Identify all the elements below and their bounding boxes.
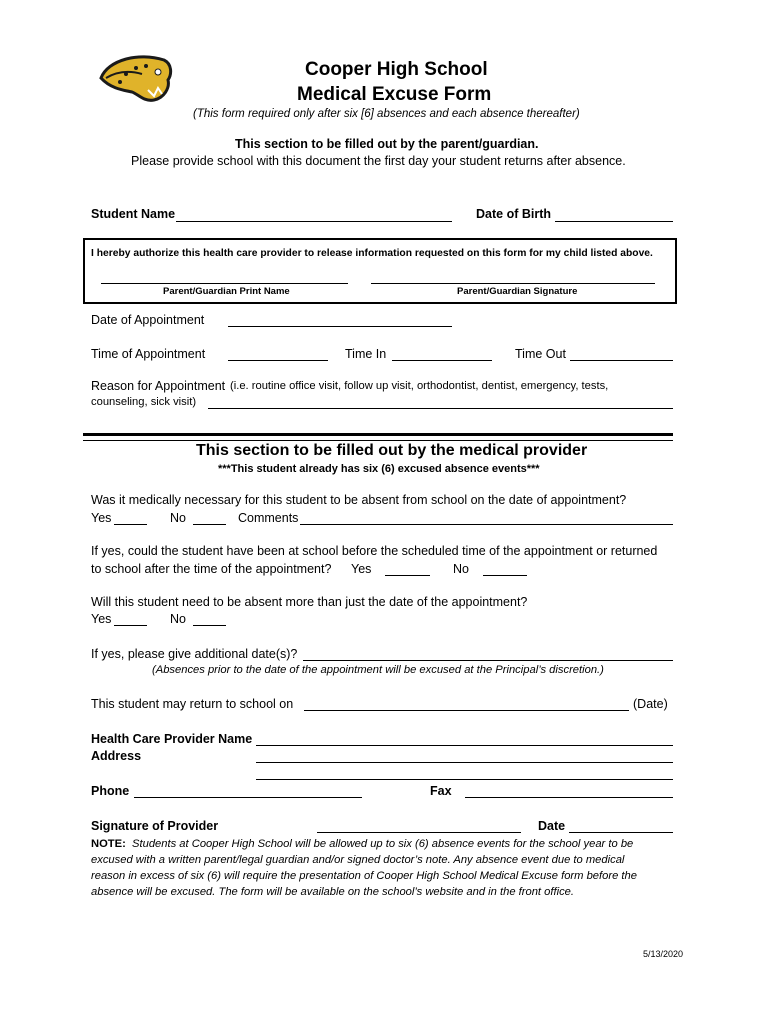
date-of-appointment-label: Date of Appointment [91, 313, 205, 327]
comments-field[interactable] [300, 524, 673, 525]
section-divider [83, 433, 673, 441]
note-line-1: Students at Cooper High School will be allowed up to six (6) absence events for the school year to be [132, 838, 634, 850]
provider-date-label: Date [538, 819, 566, 833]
q1-yes-label: Yes [91, 511, 112, 525]
student-name-field[interactable] [176, 221, 452, 222]
time-out-label: Time Out [515, 347, 566, 361]
question-4: If yes, please give additional date(s)? [91, 647, 298, 661]
dob-label: Date of Birth [476, 207, 551, 221]
fax-field[interactable] [465, 797, 673, 798]
provider-signature-field[interactable] [317, 832, 521, 833]
address-field-2[interactable] [256, 779, 673, 780]
time-out-field[interactable] [570, 360, 673, 361]
parent-instruction: Please provide school with this document the first day your student returns after absence. [131, 154, 626, 168]
reason-hint-1: (i.e. routine office visit, follow up visit, orthodontist, dentist, emergency, tests, [230, 380, 609, 392]
comments-label: Comments [238, 511, 299, 525]
return-label: This student may return to school on [91, 697, 294, 711]
time-of-appointment-label: Time of Appointment [91, 347, 206, 361]
time-in-field[interactable] [392, 360, 492, 361]
provider-subheading: ***This student already has six (6) excused absence events*** [218, 463, 540, 475]
phone-field[interactable] [134, 797, 362, 798]
q2-yes-field[interactable] [385, 575, 430, 576]
student-name-label: Student Name [91, 207, 176, 221]
question-2-line-2: to school after the time of the appointment? [91, 562, 332, 576]
q2-no-field[interactable] [483, 575, 527, 576]
print-name-field[interactable] [101, 283, 348, 284]
q2-no-label: No [453, 562, 469, 576]
form-subtitle: (This form required only after six [6] absences and each absence thereafter) [193, 108, 580, 120]
question-1: Was it medically necessary for this student to be absent from school on the date of appointment? [91, 493, 627, 507]
address-label: Address [91, 749, 142, 763]
phone-label: Phone [91, 784, 130, 798]
fax-label: Fax [430, 784, 452, 798]
form-title: Medical Excuse Form [297, 84, 492, 105]
time-of-appointment-field[interactable] [228, 360, 328, 361]
jaguar-logo [98, 52, 174, 104]
provider-name-field[interactable] [256, 745, 673, 746]
dob-field[interactable] [555, 221, 673, 222]
q2-yes-label: Yes [351, 562, 372, 576]
note-label: NOTE: [91, 838, 126, 850]
reason-field[interactable] [208, 408, 673, 409]
provider-signature-label: Signature of Provider [91, 819, 219, 833]
additional-dates-field[interactable] [303, 660, 673, 661]
date-of-appointment-field[interactable] [228, 326, 452, 327]
q3-yes-field[interactable] [114, 625, 147, 626]
time-in-label: Time In [345, 347, 387, 361]
return-date-field[interactable] [304, 710, 629, 711]
provider-name-label: Health Care Provider Name [91, 732, 253, 746]
note-line-3: reason in excess of six (6) will require the presentation of Cooper High School Medical Excuse form before the [91, 870, 637, 882]
note-block [91, 836, 637, 900]
print-name-label: Parent/Guardian Print Name [163, 286, 290, 297]
q3-no-field[interactable] [193, 625, 226, 626]
revision-date: 5/13/2020 [643, 949, 684, 959]
note-line-2: excused with a written parent/legal guardian and/or signed doctor’s note. Any absence event due to medical [91, 854, 625, 866]
q1-yes-field[interactable] [114, 524, 147, 525]
q3-yes-label: Yes [91, 612, 112, 626]
q3-no-label: No [170, 612, 186, 626]
note-line-4: absence will be excused. The form will be available on the school’s website and in the front office. [91, 886, 574, 898]
address-field-1[interactable] [256, 762, 673, 763]
question-3: Will this student need to be absent more than just the date of the appointment? [91, 595, 528, 609]
reason-label: Reason for Appointment [91, 379, 226, 393]
q1-no-label: No [170, 511, 186, 525]
question-2-line-1: If yes, could the student have been at school before the scheduled time of the appointment or returned [91, 544, 658, 558]
principal-discretion-note: (Absences prior to the date of the appointment will be excused at the Principal’s discretion.) [152, 664, 604, 676]
provider-date-field[interactable] [569, 832, 673, 833]
parent-section-heading: This section to be filled out by the parent/guardian. [235, 137, 539, 151]
reason-hint-2: counseling, sick visit) [91, 396, 197, 408]
parent-signature-label: Parent/Guardian Signature [457, 286, 578, 297]
authorization-text: I hereby authorize this health care provider to release information requested on this form for my child listed above. [91, 248, 653, 259]
date-suffix: (Date) [633, 697, 668, 711]
provider-section-heading: This section to be filled out by the medical provider [196, 442, 588, 459]
parent-signature-field[interactable] [371, 283, 655, 284]
q1-no-field[interactable] [193, 524, 226, 525]
school-name: Cooper High School [305, 59, 488, 80]
